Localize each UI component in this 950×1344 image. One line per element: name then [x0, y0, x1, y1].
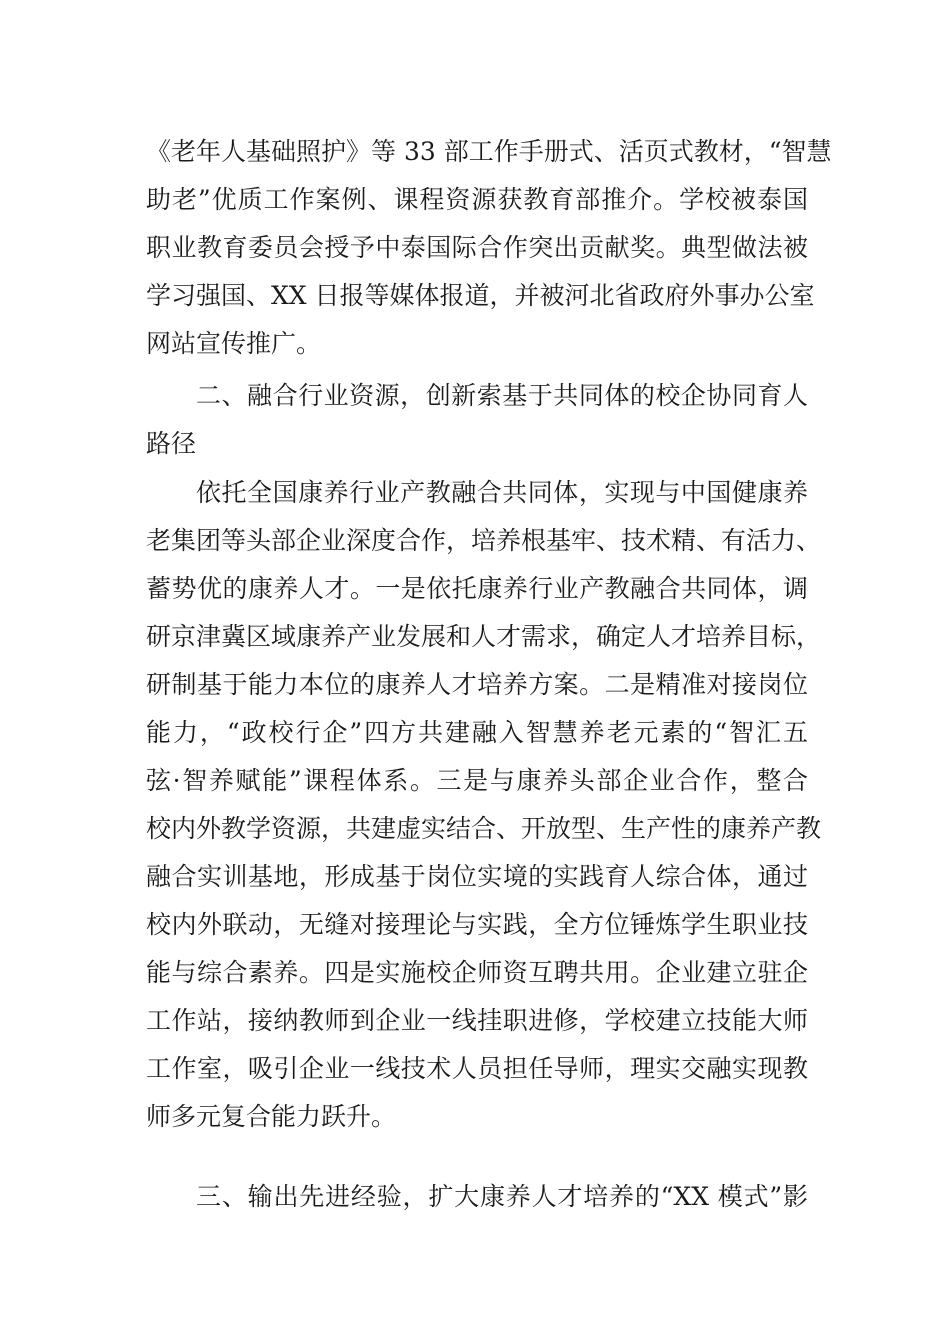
text-line: 弦·智养赋能”课程体系。三是与康养头部企业合作，整合: [146, 766, 808, 795]
text-line: 依托全国康养行业产教融合共同体，实现与中国健康养: [196, 478, 808, 507]
text-line: 工作站，接纳教师到企业一线挂职进修，学校建立技能大师: [146, 1006, 808, 1035]
paragraph-1: [146, 128, 832, 368]
text-line: 校内外教学资源，共建虚实结合、开放型、生产性的康养产教: [146, 814, 822, 843]
text-line: 学习强国、XX 日报等媒体报道，并被河北省政府外事办公室: [146, 281, 815, 310]
section-heading-3: [146, 1173, 808, 1221]
text-line: 助老”优质工作案例、课程资源获教育部推介。学校被泰国: [146, 185, 808, 214]
text-line: 《老年人基础照护》等 33 部工作手册式、活页式教材，“智慧: [146, 137, 832, 166]
heading-line: 二、融合行业资源，创新索基于共同体的校企协同育人: [196, 381, 808, 410]
heading-line: 三、输出先进经验，扩大康养人才培养的“XX 模式”影: [196, 1182, 808, 1211]
text-line: 老集团等头部企业深度合作，培养根基牢、技术精、有活力、: [146, 526, 822, 555]
text-line: 研制基于能力本位的康养人才培养方案。二是精准对接岗位: [146, 670, 808, 699]
paragraph-2: [146, 469, 822, 1141]
text-line: 研京津冀区域康养产业发展和人才需求，确定人才培养目标，: [146, 622, 822, 651]
text-line: 师多元复合能力跃升。: [146, 1102, 397, 1131]
text-line: 网站宣传推广。: [146, 329, 322, 358]
text-line: 校内外联动，无缝对接理论与实践，全方位锤炼学生职业技: [146, 910, 808, 939]
text-line: 职业教育委员会授予中泰国际合作突出贡献奖。典型做法被: [146, 233, 808, 262]
text-line: 工作室，吸引企业一线技术人员担任导师，理实交融实现教: [146, 1054, 808, 1083]
heading-line: 路径: [146, 429, 197, 458]
text-line: 蓄势优的康养人才。一是依托康养行业产教融合共同体，调: [146, 574, 808, 603]
text-line: 能与综合素养。四是实施校企师资互聘共用。企业建立驻企: [146, 958, 808, 987]
section-heading-2: [146, 372, 808, 468]
text-line: 融合实训基地，形成基于岗位实境的实践育人综合体，通过: [146, 862, 808, 891]
text-line: 能力，“政校行企”四方共建融入智慧养老元素的“智汇五: [146, 718, 808, 747]
